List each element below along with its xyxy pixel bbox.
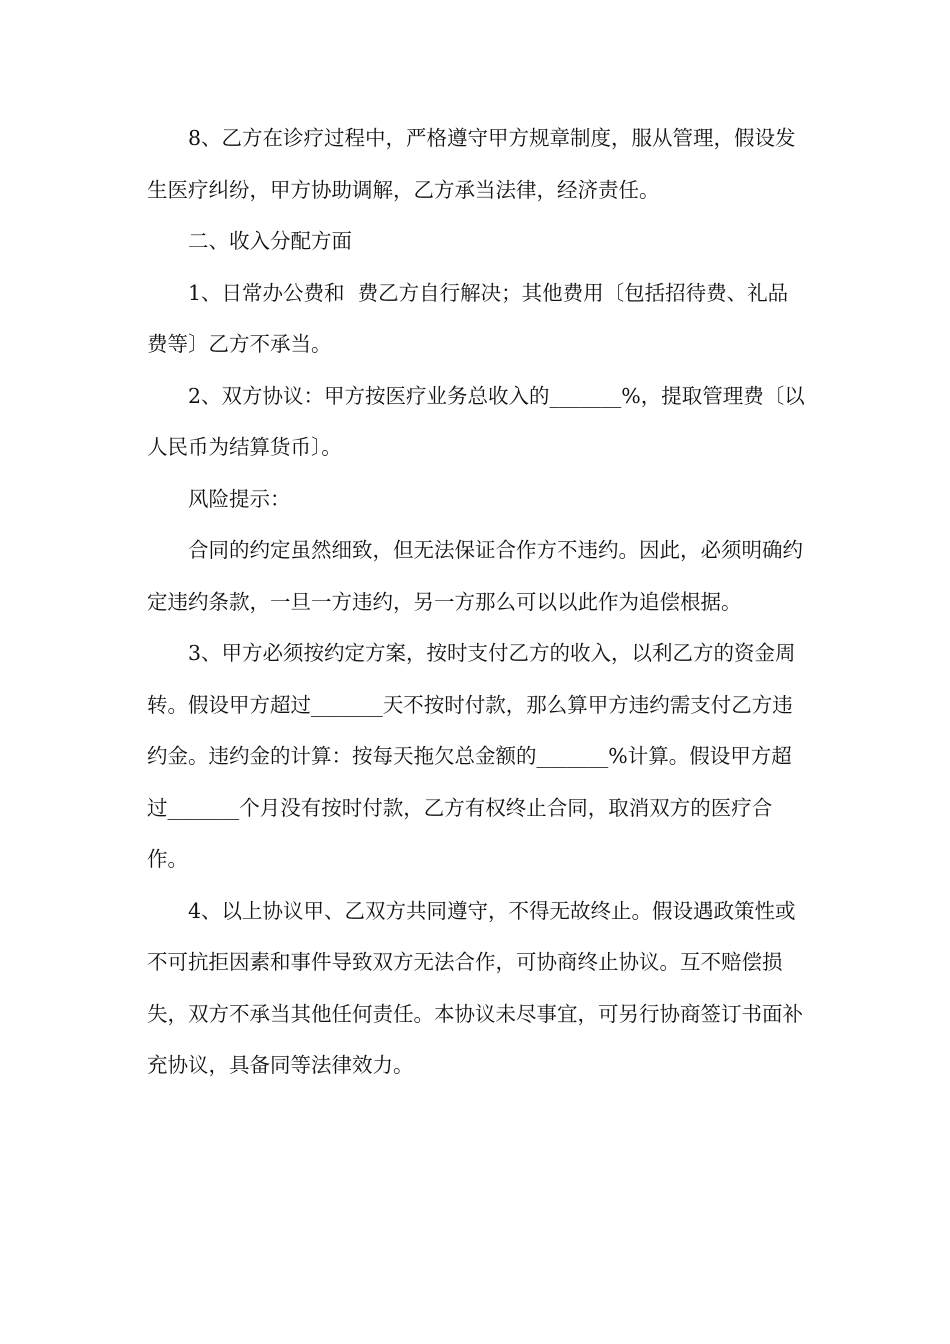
clause-2-paragraph: 2、双方协议：甲方按医疗业务总收入的_______%，提取管理费〔以人民币为结算货币〕。 (147, 383, 805, 459)
risk-notice-heading: 风险提示： (188, 486, 291, 511)
clause-8-paragraph: 8、乙方在诊疗过程中，严格遵守甲方规章制度，服从管理，假设发生医疗纠纷，甲方协助调解，乙方承当法律，经济责任。 (147, 126, 796, 202)
clause-4-paragraph: 4、以上协议甲、乙双方共同遵守，不得无故终止。假设遇政策性或不可抗拒因素和事件导致双方无法合作，可协商终止协议。互不赔偿损失，双方不承当其他任何责任。本协议未尽事宜，可另行协商签订书面补充协议，具备同等法律效力。 (147, 898, 803, 1077)
section-heading-income: 二、收入分配方面 (188, 229, 352, 253)
risk-notice-paragraph: 合同的约定虽然细致，但无法保证合作方不违约。因此，必须明确约定违约条款，一旦一方违约，另一方那么可以以此作为追偿根据。 (147, 538, 803, 614)
document-body (147, 113, 807, 1092)
clause-1-paragraph: 1、日常办公费和 费乙方自行解决；其他费用〔包括招待费、礼品费等〕乙方不承当。 (147, 280, 789, 356)
clause-3-paragraph: 3、甲方必须按约定方案，按时支付乙方的收入，以利乙方的资金周转。假设甲方超过_______天不按时付款，那么算甲方违约需支付乙方违约金。违约金的计算：按每天拖欠总金额的_______%计算。假设甲方超过_______个月没有按时付款，乙方有权终止合同，取消双方的医疗合作。 (147, 641, 796, 871)
